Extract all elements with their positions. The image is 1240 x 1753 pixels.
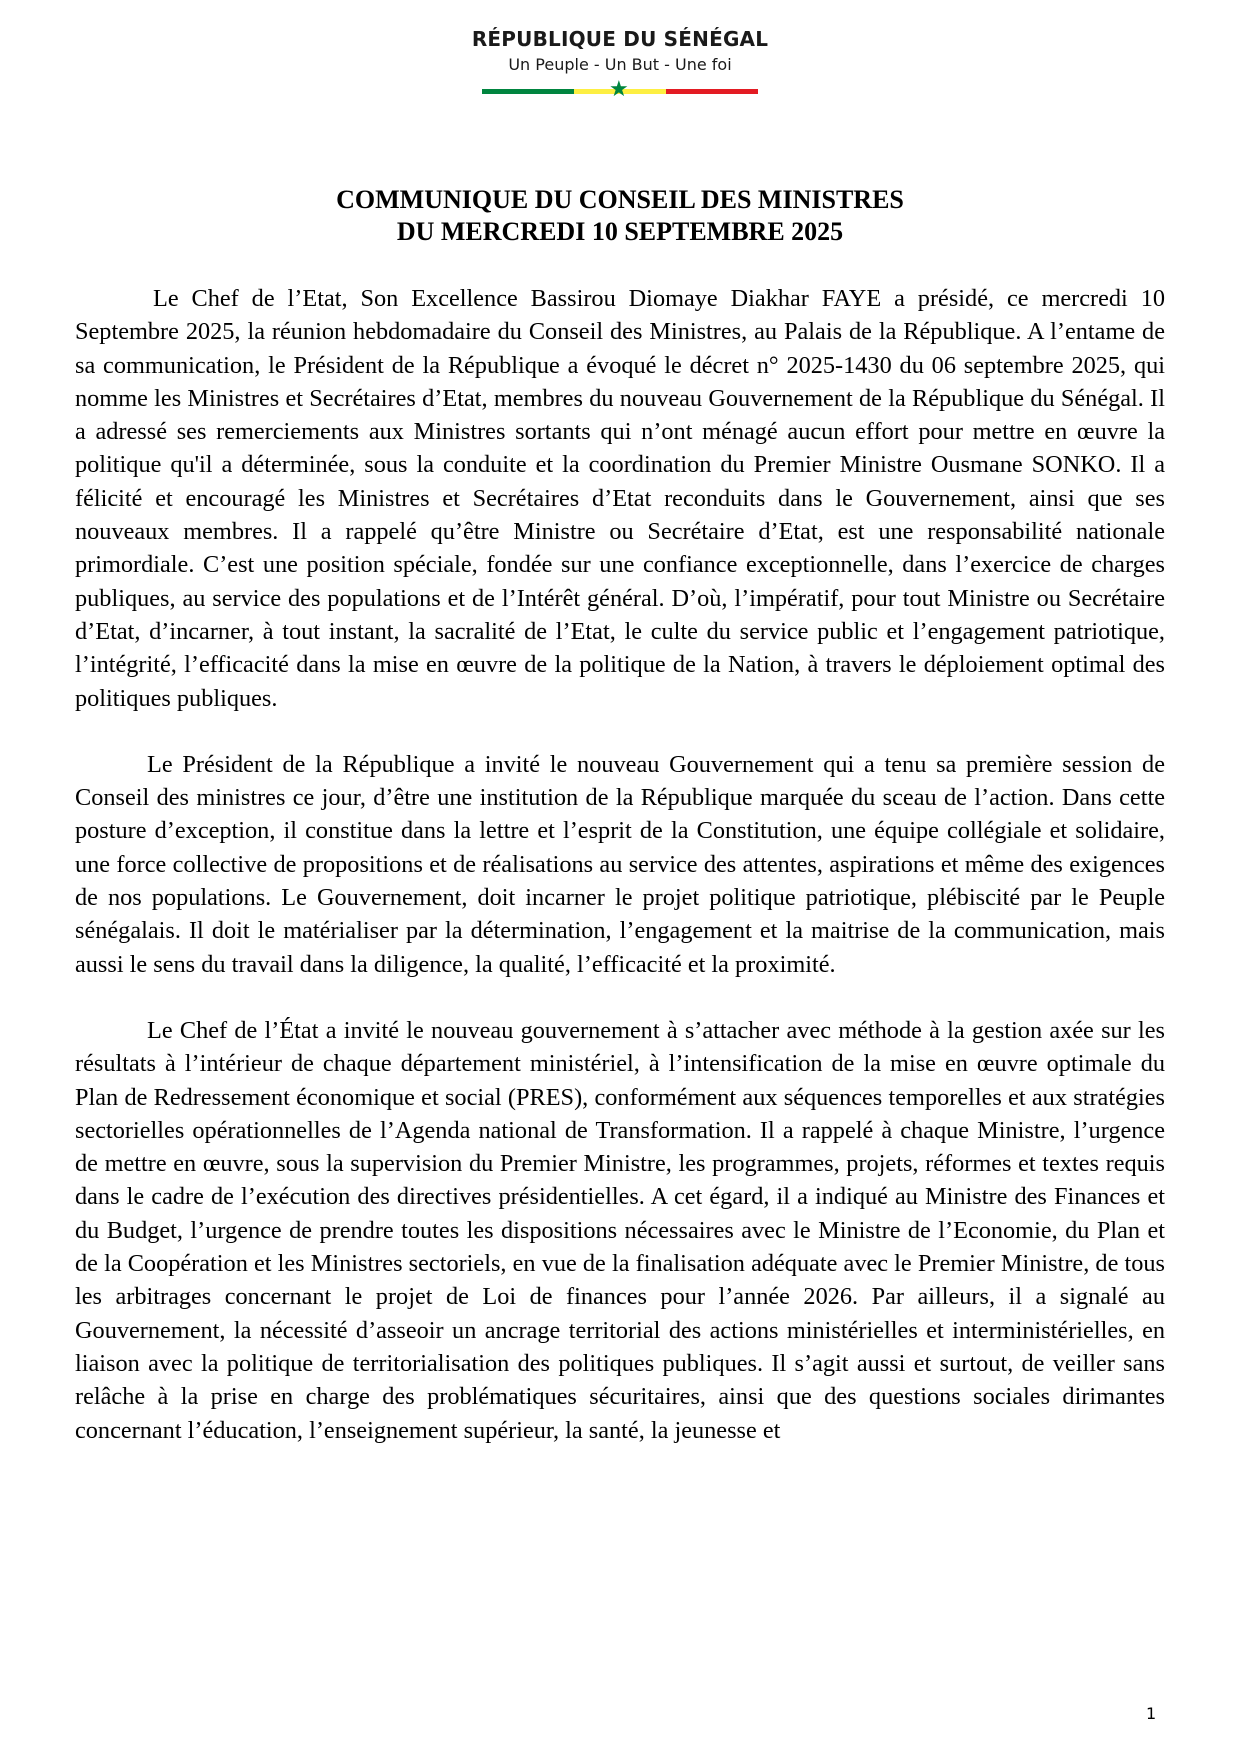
title-line-1: COMMUNIQUE DU CONSEIL DES MINISTRES	[336, 185, 904, 214]
flag-green-band	[482, 89, 574, 94]
letterhead	[0, 26, 1240, 102]
communique-title	[0, 184, 1240, 248]
paragraph-2: Le Président de la République a invité le nouveau Gouvernement qui a tenu sa première session de Conseil des ministres ce jour, d’être une institution de la République marquée du sceau de l’action. Dans cette posture d’exception, il constitue dans la lettre et l’esprit de la Constitution, une équipe collégiale et solidaire, une force collective de propositions et de réalisations au service des attentes, aspirations et même des exigences de nos populations. Le Gouvernement, doit incarner le projet politique patriotique, plébiscité par le Peuple sénégalais. Il doit le matérialiser par la détermination, l’engagement et la maitrise de la communication, mais aussi le sens du travail dans la diligence, la qualité, l’efficacité et la proximité.	[75, 750, 1165, 978]
national-motto: Un Peuple - Un But - Une foi	[508, 55, 732, 74]
communique-body	[75, 282, 1165, 1480]
paragraph-1: Le Chef de l’Etat, Son Excellence Bassirou Diomaye Diakhar FAYE a présidé, ce mercredi 10 Septembre 2025, la réunion hebdomadaire du Conseil des Ministres, au Palais de la République. A l’entame de sa communication, le Président de la République a évoqué le décret n° 2025-1430 du 06 septembre 2025, qui nomme les Ministres et Secrétaires d’Etat, membres du nouveau Gouvernement de la République du Sénégal. Il a adressé ses remerciements aux Ministres sortants qui n’ont ménagé aucun effort pour mettre en œuvre la politique qu'il a déterminée, sous la conduite et la coordination du Premier Ministre Ousmane SONKO. Il a félicité et encouragé les Ministres et Secrétaires d’Etat reconduits dans le Gouvernement, ainsi que ses nouveaux membres. Il a rappelé qu’être Ministre ou Secrétaire d’Etat, est une responsabilité nationale primordiale. C’est une position spéciale, fondée sur une confiance exceptionnelle, dans l’exercice de charges publiques, au service des populations et de l’Intérêt général. D’où, l’impératif, pour tout Ministre ou Secrétaire d’Etat, d’incarner, à tout instant, la sacralité de l’Etat, le culte du service public et l’engagement patriotique, l’intégrité, l’efficacité dans la mise en œuvre de la politique de la Nation, à travers le déploiement optimal des politiques publiques.	[75, 285, 1165, 712]
star-icon: ★	[609, 77, 629, 102]
page-number: 1	[1146, 1704, 1157, 1723]
republic-name: RÉPUBLIQUE DU SÉNÉGAL	[471, 27, 769, 51]
paragraph-3: Le Chef de l’État a invité le nouveau gouvernement à s’attacher avec méthode à la gestion axée sur les résultats à l’intérieur de chaque département ministériel, à l’intensification de la mise en œuvre optimale du Plan de Redressement économique et social (PRES), conformément aux séquences temporelles et aux stratégies sectorielles opérationnelles de l’Agenda national de Transformation. Il a rappelé à chaque Ministre, l’urgence de mettre en œuvre, sous la supervision du Premier Ministre, les programmes, projets, réformes et textes requis dans le cadre de l’exécution des directives présidentielles. A cet égard, il a indiqué au Ministre des Finances et du Budget, l’urgence de prendre toutes les dispositions nécessaires avec le Ministre de l’Economie, du Plan et de la Coopération et les Ministres sectoriels, en vue de la finalisation adéquate avec le Premier Ministre, de tous les arbitrages concernant le projet de Loi de finances pour l’année 2026. Par ailleurs, il a signalé au Gouvernement, la nécessité d’asseoir un ancrage territorial des actions ministérielles et interministérielles, en liaison avec la politique de territorialisation des politiques publiques. Il s’agit aussi et surtout, de veiller sans relâche à la prise en charge des problématiques sécuritaires, ainsi que des questions sociales dirimantes concernant l’éducation, l’enseignement supérieur, la santé, la jeunesse et	[75, 1016, 1165, 1444]
flag-red-band	[666, 89, 758, 94]
flag-stripe	[482, 77, 758, 102]
title-line-2: DU MERCREDI 10 SEPTEMBRE 2025	[396, 217, 844, 246]
